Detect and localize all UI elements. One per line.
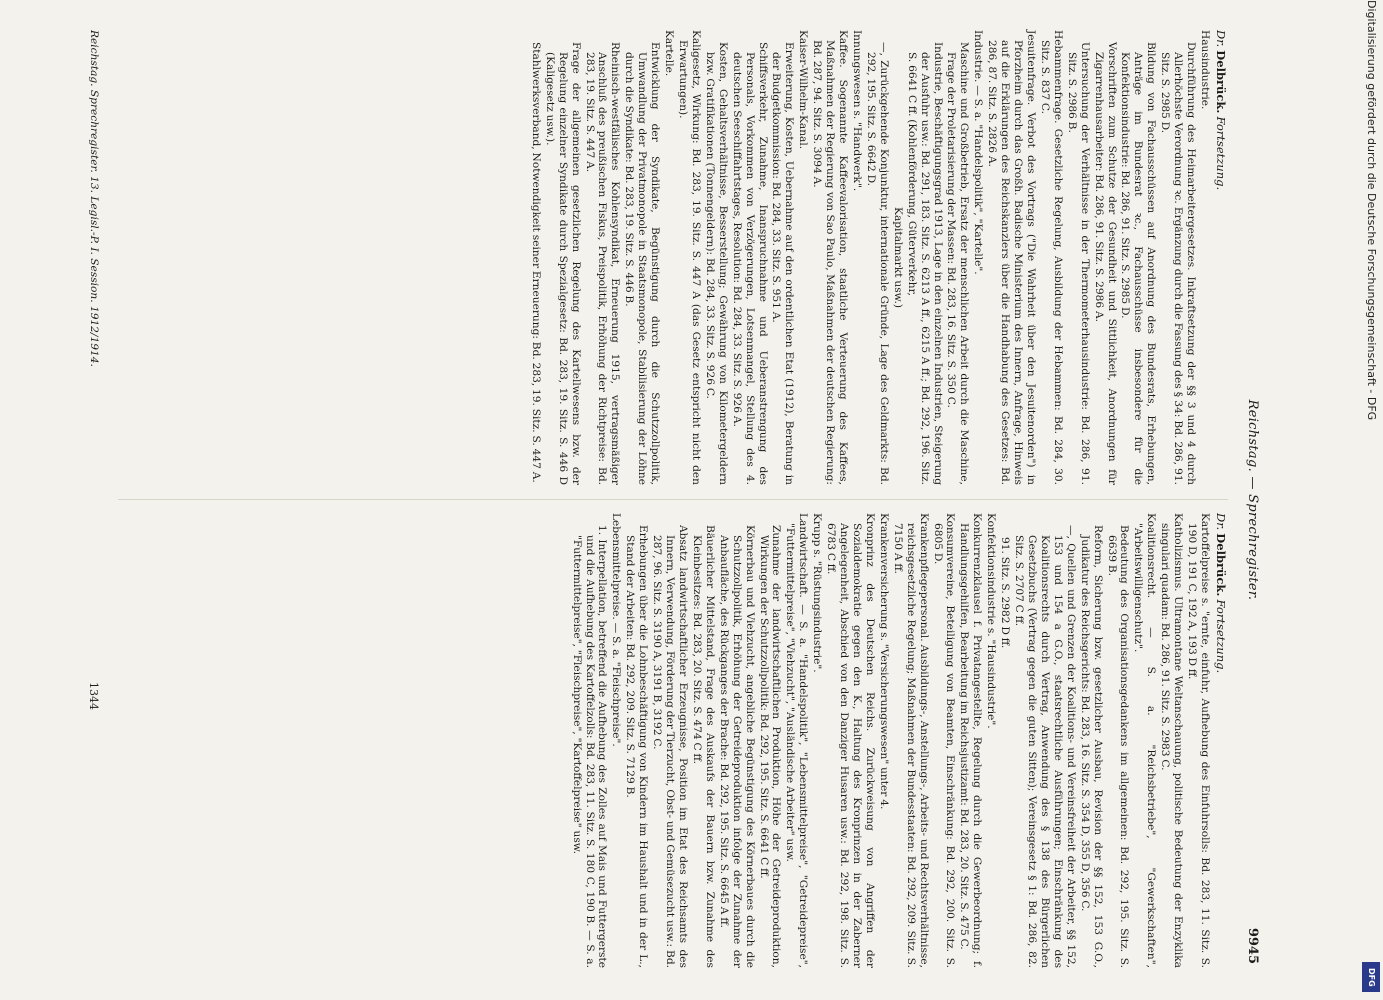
register-subentry: Frage der allgemeinen gesetzlichen Regelung des Kartellwesens bzw. der Regelung einzelner Syndikate durch Spezialgesetz: Bd. 283, 19. Sitz. S. 446 D (Kaligesetz usw.).: [543, 42, 582, 485]
right-column: [569, 513, 1228, 968]
register-subentry: Bildung von Fachausschüssen auf Anordnung des Bundesrats, Erhebungen, Anträge im Bundesrat ꝛc., Fachausschüsse insbesondere für die Konfektionsindustrie: Bd. 286, 91. Sitz. S. 2985 D.: [1119, 42, 1158, 485]
title-suffix: Fortsetzung.: [1214, 116, 1228, 191]
register-subentry: Industrie, Beschäftigungsgrad 1913, Lage in den einzelnen Industrien, Steigerung der Ausfuhr usw.: Bd. 291, 183. Sitz. S. 6213 A ff., 6215 A ff.; Bd. 292, 196. Sitz. S. 6641 C ff. (Kohlenförderung, Güterverkehr,: [905, 42, 944, 485]
footer-page-number: 1344: [87, 682, 100, 710]
register-subentry: Körnerbau und Viehzucht, angebliche Begünstigung des Körnerbaues durch die Schutzzollpolitik, Erhöhung der Getreideproduktion infolge der Zunahme der Anbaufläche, des Rückganges der Brache: Bd. 292, 195. Sitz. S. 6645 A ff.: [717, 525, 756, 968]
register-subentry: Stahlwerksverband, Notwendigkeit seiner Erneuerung: Bd. 283, 19. Sitz. S. 447 A.: [529, 42, 542, 483]
register-entry: Kronprinz des Deutschen Reichs. Zurückweisung von Angriffen der Sozialdemokratie gegen den K., Haltung des Kronprinzen in der Zaberner Angelegenheit, Abschied von den Danziger Husaren usw.: Bd. 292, 198. Sitz. S. 6783 C ff.: [825, 513, 876, 968]
register-entry: Lebensmittelpreise. — S. a. "Fleischpreise".: [610, 513, 623, 747]
register-subentry: Maschine und Großbetrieb, Ersatz der menschlichen Arbeit durch die Maschine, Frage der Proletarisierung der Massen: Bd. 283, 16. Sitz. S. 350 C.: [945, 42, 971, 485]
register-subentry: Erhebungen über die Lohnbeschäftigung von Kindern im Haushalt und in der L., Stand der Arbeiten: Bd. 292, 209. Sitz. S. 7129 B.: [624, 525, 650, 968]
register-subentry: —, Zurückgehende Konjunktur, internationale Gründe, Lage des Geldmarkts: Bd. 292, 195. Sitz. S. 6642 D.: [864, 42, 890, 485]
register-entry: Hebammenfrage. Gesetzliche Regelung, Ausbildung der Hebammen: Bd. 284, 30. Sitz. S. 837 C.: [1038, 30, 1064, 485]
register-subentry: Durchführung des Heimarbeitergesetzes. Inkraftsetzung der §§ 3 und 4 durch Allerhöchste Verordnung ꝛc. Ergänzung durch die Fassung des § 34: Bd. 286, 91. Sitz. S. 2985 D.: [1159, 42, 1198, 485]
register-entry: Industrie. — S. a. "Handelspolitik", "Kartelle".: [972, 30, 985, 275]
title-name: Delbrück.: [1214, 533, 1228, 597]
register-subentry: Entwicklung der Syndikate, Begünstigung durch die Schutzzollpolitik, Umwandlung der Privatmonopole in Staatsmonopole, Stabilisierung der Löhne durch die Syndikate: Bd. 283, 19. Sitz. S. 446 B.: [623, 42, 662, 485]
running-title: Reichstag. — Sprechregister.: [1245, 399, 1260, 601]
register-subentry: Rheinisch-westfälisches Kohlensyndikat, Erneuerung 1915, vertragsmäßiger Anschluß des preußischen Fiskus, Preispolitik, Erhöhung der Richtpreise: Bd. 283, 19. Sitz. S. 447 A.: [583, 42, 622, 485]
register-subentry: Schiffsverkehr, Zunahme, Inanspruchnahme und Ueberanstrengung des Personals, Vorkommen von Verzögerungen, Lotsenmangel, Stellung des 4. deutschen Seeschiffahrtstages, Resolution: Bd. 284, 33. Sitz. S. 926 A.: [730, 42, 769, 485]
register-subentry: —, Quellen und Grenzen der Koalitions- und Vereinsfreiheit der Arbeiter, §§ 152, 153 und 154 a G.O., staatsrechtliche Ausführungen; Einschränkung des Koalitionsrechts durch Vertrag, Anwendung des § 138 des Bürgerlichen Gesetzbuchs (Vertrag gegen die guten Sitten); Vereinsgesetz § 1: Bd. 286, 82. Sitz. S. 2707 C ff.: [1013, 525, 1077, 968]
register-entry: Kaiser-Wilhelm-Kanal.: [797, 30, 810, 150]
register-entry: Kartelle.: [663, 30, 676, 77]
register-entry: Hausindustrie.: [1198, 30, 1211, 110]
register-subentry: Kosten, Gehaltsverhältnisse, Besserstellung; Gewährung von Kilometergeldern bzw. Gratifikationen (Tonnengeldern): Bd. 284, 33. Sitz. S. 926 C.: [703, 42, 729, 485]
title-prefix: Dr.: [1214, 513, 1228, 531]
dfg-logo: DFG: [1362, 962, 1380, 992]
left-column: [528, 30, 1228, 485]
register-subentry: Kapitalmarkt usw.): [891, 207, 904, 308]
title-prefix: Dr.: [1214, 30, 1228, 48]
register-entry: Kaffee. Sogenannte Kaffeevalorisation, staatliche Verteuerung des Kaffees, Maßnahmen der Regierung von Sao Paulo, Maßnahmen der deutschen Regierung: Bd. 287, 94. Sitz. S. 3094 A.: [811, 30, 850, 485]
right-column-heading: [1214, 513, 1228, 968]
register-entry: Innungswesen s. "Handwerk".: [851, 30, 864, 192]
title-suffix: Fortsetzung.: [1214, 599, 1228, 674]
register-entry: Krankenpflegepersonal. Ausbildungs-, Anstellungs-, Arbeits- und Rechtsverhältnisse, reichsgesetzliche Regelung; Maßnahmen der Bundesstaaten: Bd. 292, 209. Sitz. S. 7150 A ff.: [891, 513, 930, 968]
register-subentry: 91. Sitz. S. 2982 D ff.: [999, 537, 1012, 649]
left-entries: [529, 30, 1211, 485]
register-subentry: Zunahme der landwirtschaftlichen Produktion, Höhe der Getreideproduktion, Wirkungen der Schutzzollpolitik: Bd. 292, 195. Sitz. S. 6641 C ff.: [757, 525, 783, 968]
register-subentry: Bedeutung des Organisationsgedankens im allgemeinen: Bd. 292, 195. Sitz. S. 6639 B.: [1105, 525, 1131, 968]
register-entry: Kaligesetz, Wirkung: Bd. 283, 19. Sitz. S. 447 A (das Gesetz entspricht nicht den Erwartungen).: [677, 30, 702, 485]
left-column-heading: [1214, 30, 1228, 485]
register-entry: Krupp s. "Rüstungsindustrie".: [811, 513, 824, 673]
page-number: 9945: [1245, 927, 1260, 964]
register-entry: Kartoffelpreise s. "ernte, einfuhr, Aufhebung des Einfuhrsolls: Bd. 283, 11. Sitz. S. 190 D, 191 C, 192 A, 193 D ff.: [1186, 513, 1211, 968]
register-subentry: Untersuchung der Verhältnisse in der Thermometerhausindustrie: Bd. 286, 91. Sitz. S. 2986 B.: [1065, 42, 1091, 485]
right-entries: [570, 513, 1211, 968]
register-entry: Konsumvereine, Beteiligung von Beamten, Einschränkung: Bd. 292, 200. Sitz. S. 6805 D.: [931, 513, 957, 968]
register-subentry: Erweiterung, Kosten, Uebernahme auf den ordentlichen Etat (1912), Beratung in der Budgetkommission: Bd. 284, 33. Sitz. S. 951 A.: [770, 42, 796, 485]
register-entry: Koalitionsrecht. — S. a. "Reichsbetriebe", "Gewerkschaften", "Arbeitswilligenschutz".: [1132, 513, 1158, 968]
register-entry: Konkurrenzklausel f. Privatangestellte, Regelung durch die Gewerbeordnung; f. Handlungsgehilfen, Bearbeitung im Reichsjustizamt: Bd. 283, 20. Sitz. S. 475 C.: [958, 513, 984, 968]
register-entry: Katholizismus. Ultramontane Weltanschauung, politische Bedeutung der Enzyklika singulari quadam: Bd. 286, 91. Sitz. S. 2983 C.: [1159, 513, 1185, 968]
register-subentry: Bäuerlicher Mittelstand, Frage des Auskaufs der Bauern bzw. Zunahme des Kleinbesitzes: Bd. 283, 20. Sitz. S. 474 C ff.: [690, 525, 716, 968]
register-entry: Landwirtschaft. — S. a. "Handelspolitik", "Lebensmittelpreise", "Getreidepreise", "Futtermittelpreise", "Viehzucht", "Ausländische Arbeiter" usw.: [784, 513, 810, 968]
column-divider: [118, 499, 1228, 500]
register-subentry: Absatz landwirtschaftlicher Erzeugnisse, Position im Etat des Reichsamts des Innern, Verwendung, Förderung der Tierzucht, Obst- und Gemüsezucht usw.: Bd. 287, 96. Sitz. S. 3190 A, 3191 B, 3192 C.: [651, 525, 690, 968]
title-name: Delbrück.: [1214, 50, 1228, 114]
register-entry: Konfektionsindustrie s. "Hausindustrie".: [985, 513, 998, 729]
register-entry: Krankenversicherung s. "Versicherungswesen" unter 4.: [877, 513, 890, 810]
register-subentry: Reform, Sicherung bzw. gesetzlicher Ausbau, Revision der §§ 152, 153 G.O., Judikatur des Reichsgerichts: Bd. 283, 16. Sitz. S. 354 D, 355 D, 356 C.: [1078, 525, 1104, 968]
digitization-credit: Digitalisierung gefördert durch die Deutsche Forschungsgemeinschaft - DFG: [1365, 0, 1378, 421]
register-entry: Jesuitenfrage. Verbot des Vortrags ("Die Wahrheit über den Jesuitenorden") in Pforzheim durch das Großh. Badische Ministerium des Innern, Anfrage, Hinweis auf die Erklärungen des Reichskanzlers über die Handhabung des Gesetzes: Bd. 286, 87. Sitz. S. 2826 A.: [986, 30, 1037, 485]
digitization-credit-strip: [1360, 0, 1382, 1000]
register-subentry: Vorschriften zum Schutze der Gesundheit und Sittlichkeit, Anordnungen für Zigarrenhausarbeiter: Bd. 286, 91. Sitz. S. 2986 A.: [1092, 42, 1118, 485]
page-footer: Reichstag. Sprechregister. 13. Legisl.-P. I. Session. 1912/1914.: [88, 30, 100, 367]
register-page: [58, 0, 1288, 1000]
register-subentry: 1. Interpellation, betreffend die Aufhebung des Zolles auf Mais und Futtergerste und die Aufhebung des Kartoffelzolls: Bd. 283, 11. Sitz. S. 180 C, 190 B. — S. a. "Futtermittelpreise", "Fleischpreise", "Kartoffelpreise" usw.: [570, 525, 609, 968]
